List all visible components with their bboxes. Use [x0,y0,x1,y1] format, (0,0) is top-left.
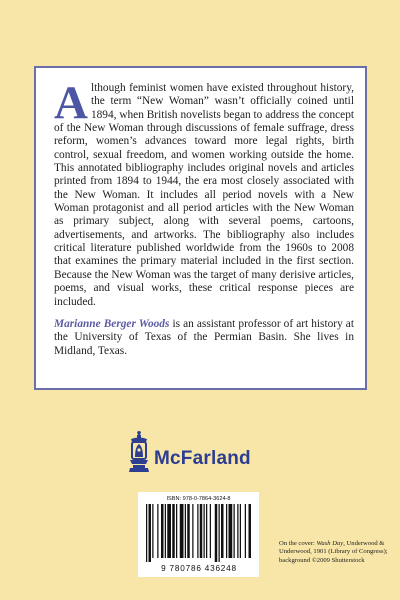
publisher-logo [126,430,286,474]
barcode-bar [161,504,164,558]
barcode-bar [226,504,227,558]
barcode-digits: 9 780786 436248 [161,564,237,573]
cover-credit-prefix: On the cover: [279,540,317,547]
description-paragraph [54,77,355,309]
barcode-bar [234,504,235,558]
barcode-bar [176,504,177,558]
cover-credit [279,540,395,565]
barcode-bar [204,504,205,558]
description-body: lthough feminist women have existed throughout history, the term “New Woman” wasn’t officially coined until 1894, when British novelists began to address the concept of the New Woman through discussions of female suffrage, dress reform, women’s advances toward more legal rights, birth control, sexual freedom, and women working outside the home. This annotated bibliography includes original novels and articles printed from 1894 to 1944, the era most closely associated with the New Woman. It includes all period novels with a New Woman protagonist and all period articles with the New Woman as primary subject, along with several poems, cartoons, advertisements, and artworks. The bibliography also includes critical literature published worldwide from the 1960s to 2008 that examines the primary material included in the first section. Because the New Woman was the target of many derisive articles, poems, and visual works, these critical response pieces are included. [54,82,355,308]
author-name: Marianne Berger Woods [54,317,170,330]
barcode-bar [149,504,152,562]
barcode-bar [152,504,153,558]
lantern-logo-icon [126,430,152,474]
description-box [34,66,367,390]
barcode-bar [206,504,207,558]
barcode-bar [200,504,203,558]
publisher-name: McFarland [154,448,251,469]
barcode-bar [180,504,184,558]
barcode-bar [165,504,166,558]
barcode-bar [197,504,198,558]
barcode-bar [146,504,147,562]
author-bio [54,318,354,358]
cover-credit-rest: , Underwood & Underwood, 1901 (Library of Congress); background ©2009 Shutterstock [279,540,388,564]
barcode-bar [172,504,175,558]
barcode-bar [215,504,218,562]
isbn-barcode [138,492,259,577]
barcode-bar [210,504,211,558]
cover-credit-title: Wash Day [316,540,344,547]
barcode-bar [221,504,224,558]
barcode-bar [157,504,158,558]
barcode-bar [237,504,238,558]
barcode-bar [245,504,246,558]
author-bio-text: is an assistant professor of art history at the University of Texas of the Permian Basin. She lives in Midland, Texas. [54,317,354,357]
isbn-label: ISBN: 978-0-7864-3624-8 [166,496,231,502]
barcode-bar [192,504,193,558]
barcode-bar [229,504,233,558]
barcode-bar [187,504,190,558]
drop-cap: A [54,77,88,129]
barcode-bar [249,504,252,558]
barcode-bar [240,504,241,558]
barcode-bar [167,504,171,558]
description-text [54,77,355,358]
barcode-bars [146,504,252,562]
barcode-bar [219,504,220,562]
barcode-bar [185,504,186,558]
